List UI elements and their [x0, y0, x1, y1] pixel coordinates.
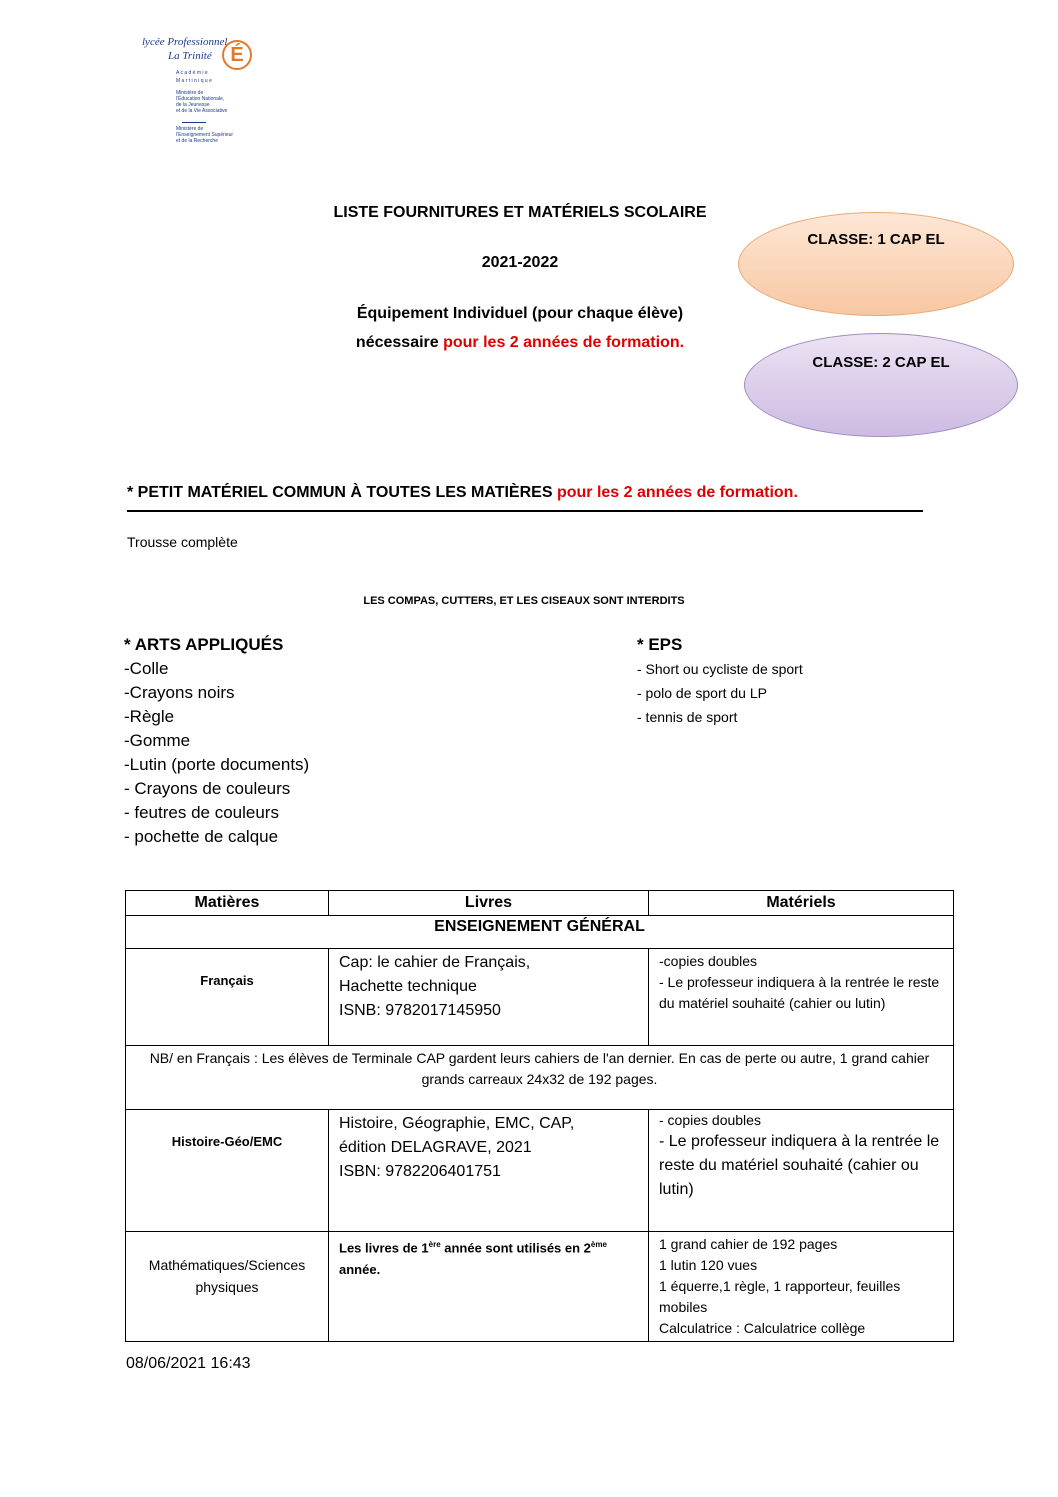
- logo-small-text: de la Jeunesse: [176, 102, 210, 108]
- book-line: ISNB: 9782017145950: [339, 1002, 501, 1019]
- formation-highlight: pour les 2 années de formation.: [443, 334, 685, 351]
- common-heading-highlight: pour les 2 années de formation.: [556, 484, 798, 501]
- supplies-table: [125, 890, 954, 1342]
- book-text: année.: [339, 1262, 381, 1278]
- book-line: Cap: le cahier de Français,: [339, 954, 531, 971]
- book-line: ISBN: 9782206401751: [339, 1163, 501, 1180]
- column-header: Matériels: [649, 891, 954, 916]
- column-header: Livres: [329, 891, 649, 916]
- arts-item: - feutres de couleurs: [124, 803, 279, 822]
- material-line: Calculatrice : Calculatrice collège: [659, 1320, 866, 1336]
- subject-cell: Mathématiques/Sciences physiques: [126, 1232, 329, 1342]
- formation-line: [200, 334, 840, 352]
- materials-cell: [649, 1110, 954, 1232]
- arts-item: -Colle: [124, 659, 169, 678]
- equipment-line: Équipement Individuel (pour chaque élève): [356, 305, 684, 322]
- arts-item: - Crayons de couleurs: [124, 779, 291, 798]
- logo-text-line2: La Trinité: [168, 50, 212, 62]
- francais-note: NB/ en Français : Les élèves de Terminale CAP gardent leurs cahiers de l'an dernier. En cas de perte ou autre, 1 grand cahier grands carreaux 24x32 de 192 pages.: [126, 1046, 954, 1110]
- table-row: [126, 949, 954, 1046]
- document-title: LISTE FOURNITURES ET MATÉRIELS SCOLAIRE: [333, 204, 707, 221]
- materials-cell: [649, 1232, 954, 1342]
- eps-item: - polo de sport du LP: [637, 685, 767, 701]
- section-title: ENSEIGNEMENT GÉNÉRAL: [126, 916, 954, 949]
- arts-item: -Règle: [124, 707, 175, 726]
- class-badge-1-label: CLASSE: 1 CAP EL: [807, 231, 945, 248]
- material-line: 1 équerre,1 règle, 1 rapporteur, feuilles mobiles: [659, 1278, 901, 1315]
- book-sup: ème: [590, 1240, 607, 1249]
- print-timestamp: 08/06/2021 16:43: [126, 1355, 251, 1372]
- logo-small-text: Ministère de: [176, 126, 204, 132]
- logo-small-text: Ministère de: [176, 90, 204, 96]
- school-logo: [142, 36, 264, 148]
- section-row: [126, 916, 954, 949]
- material-line: - Le professeur indiquera à la rentrée le reste du matériel souhaité (cahier ou lutin): [659, 974, 940, 1011]
- book-line: édition DELAGRAVE, 2021: [339, 1139, 532, 1156]
- logo-small-text: A c a d é m i e: [176, 70, 208, 76]
- note-row: [126, 1046, 954, 1110]
- eps-item: - Short ou cycliste de sport: [637, 661, 803, 677]
- material-line: - copies doubles: [659, 1112, 761, 1128]
- class-badge-1: [738, 212, 1014, 316]
- material-line: - Le professeur indiquera à la rentrée le reste du matériel souhaité (cahier ou lutin): [659, 1133, 940, 1198]
- logo-text-line1: lycée Professionnel: [142, 36, 228, 48]
- eps-section: [637, 633, 803, 729]
- logo-small-text: et de la Recherche: [176, 138, 218, 144]
- book-text: Les livres de 1: [339, 1240, 429, 1256]
- table-row: [126, 1110, 954, 1232]
- common-material-heading: [127, 484, 923, 512]
- arts-section: [124, 633, 309, 849]
- school-year: 2021-2022: [481, 254, 559, 271]
- class-badge-2-label: CLASSE: 2 CAP EL: [812, 354, 950, 371]
- arts-item: -Gomme: [124, 731, 191, 750]
- book-text: année sont utilisés en 2: [440, 1240, 591, 1256]
- logo-small-text: et de la Vie Associative: [176, 108, 228, 114]
- subject-cell: Français: [126, 949, 329, 1046]
- material-line: 1 grand cahier de 192 pages: [659, 1236, 838, 1252]
- column-header: Matières: [126, 891, 329, 916]
- material-line: -copies doubles: [659, 953, 758, 969]
- forbidden-items-notice: LES COMPAS, CUTTERS, ET LES CISEAUX SONT INTERDITS: [363, 595, 685, 607]
- arts-item: -Crayons noirs: [124, 683, 235, 702]
- arts-item: -Lutin (porte documents): [124, 755, 310, 774]
- materials-cell: [649, 949, 954, 1046]
- logo-small-text: M a r t i n i q u e: [176, 78, 212, 84]
- common-heading-text: * PETIT MATÉRIEL COMMUN À TOUTES LES MATIÈRES: [127, 484, 557, 501]
- formation-text: nécessaire: [355, 334, 444, 351]
- books-cell: [329, 949, 649, 1046]
- arts-heading: * ARTS APPLIQUÉS: [124, 635, 284, 654]
- subject-cell: Histoire-Géo/EMC: [126, 1110, 329, 1232]
- trousse-text: Trousse complète: [127, 534, 238, 550]
- logo-small-text: l'Enseignement Supérieur: [176, 132, 234, 138]
- logo-small-text: l'Éducation Nationale,: [176, 96, 225, 102]
- book-sup: ère: [428, 1240, 441, 1249]
- arts-item: - pochette de calque: [124, 827, 279, 846]
- logo-divider: [182, 122, 206, 123]
- books-cell: [329, 1232, 649, 1342]
- book-line: Hachette technique: [339, 978, 477, 995]
- book-line: Histoire, Géographie, EMC, CAP,: [339, 1115, 575, 1132]
- eps-heading: * EPS: [637, 635, 683, 654]
- table-header-row: [126, 891, 954, 916]
- class-badge-2: [744, 333, 1018, 437]
- eps-item: - tennis de sport: [637, 709, 738, 725]
- material-line: 1 lutin 120 vues: [659, 1257, 758, 1273]
- books-cell: [329, 1110, 649, 1232]
- logo-e-emblem: É: [222, 40, 252, 70]
- table-row: [126, 1232, 954, 1342]
